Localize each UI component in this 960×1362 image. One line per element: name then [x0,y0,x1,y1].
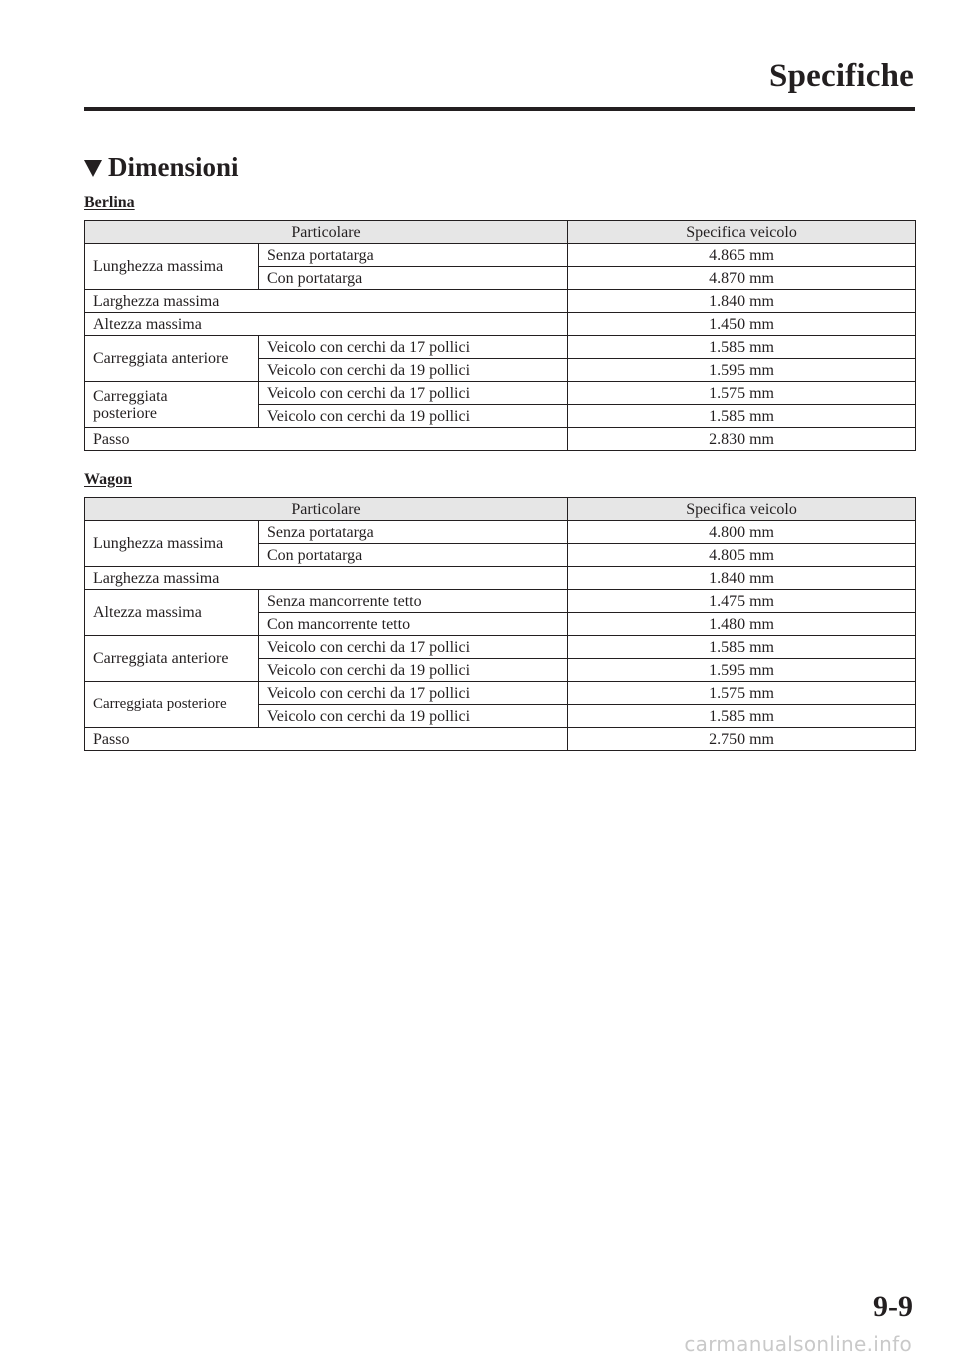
row-label: Larghezza massima [85,567,568,590]
table-row [85,590,916,613]
column-header-specifica: Specifica veicolo [568,221,916,244]
table-header-row [85,221,916,244]
chapter-title: Specifiche [769,58,914,94]
row-value: 2.830 mm [568,428,916,451]
triangle-down-icon [84,160,102,177]
table-header-row [85,498,916,521]
table-row [85,567,916,590]
row-value: 1.585 mm [568,336,916,359]
column-header-specifica: Specifica veicolo [568,498,916,521]
row-value: 1.575 mm [568,682,916,705]
row-value: 1.585 mm [568,636,916,659]
row-sublabel: Veicolo con cerchi da 17 pollici [259,336,568,359]
row-sublabel: Con portatarga [259,267,568,290]
wagon-heading: Wagon [84,471,133,488]
row-label: Lunghezza massima [85,521,259,567]
row-value: 4.805 mm [568,544,916,567]
row-value: 1.450 mm [568,313,916,336]
row-sublabel: Veicolo con cerchi da 19 pollici [259,705,568,728]
berlina-heading: Berlina [84,194,135,211]
row-label: Carreggiata anteriore [85,636,259,682]
row-sublabel: Senza portatarga [259,244,568,267]
page-number: 9-9 [873,1290,913,1323]
table-row [85,682,916,705]
row-value: 4.865 mm [568,244,916,267]
row-sublabel: Veicolo con cerchi da 17 pollici [259,382,568,405]
row-sublabel: Con portatarga [259,544,568,567]
table-row [85,382,916,405]
row-value: 2.750 mm [568,728,916,751]
section-heading [84,152,239,183]
table-row [85,728,916,751]
section-title: Dimensioni [108,152,239,182]
row-value: 1.575 mm [568,382,916,405]
row-label: Larghezza massima [85,290,568,313]
row-value: 1.475 mm [568,590,916,613]
column-header-particolare: Particolare [85,498,568,521]
row-value: 1.840 mm [568,290,916,313]
table-row [85,336,916,359]
row-label: Altezza massima [85,313,568,336]
row-sublabel: Veicolo con cerchi da 17 pollici [259,682,568,705]
row-sublabel: Con mancorrente tetto [259,613,568,636]
table-row [85,521,916,544]
watermark: carmanualsonline.info [684,1332,912,1356]
row-sublabel: Veicolo con cerchi da 17 pollici [259,636,568,659]
row-value: 1.585 mm [568,705,916,728]
row-sublabel: Senza portatarga [259,521,568,544]
table-row [85,636,916,659]
row-label: Carreggiata posteriore [85,682,259,728]
row-sublabel: Senza mancorrente tetto [259,590,568,613]
row-label: Passo [85,728,568,751]
row-sublabel: Veicolo con cerchi da 19 pollici [259,405,568,428]
table-row [85,313,916,336]
row-sublabel: Veicolo con cerchi da 19 pollici [259,659,568,682]
table-row [85,290,916,313]
row-label: Lunghezza massima [85,244,259,290]
row-label: Altezza massima [85,590,259,636]
table-row [85,244,916,267]
wagon-spec-table [84,497,916,751]
row-value: 1.480 mm [568,613,916,636]
row-label-line: Carreggiata [93,387,168,405]
row-label: Carreggiata anteriore [85,336,259,382]
row-value: 1.595 mm [568,659,916,682]
column-header-particolare: Particolare [85,221,568,244]
row-value: 1.585 mm [568,405,916,428]
row-label: Passo [85,428,568,451]
row-label-line: posteriore [93,404,157,422]
row-value: 1.595 mm [568,359,916,382]
header-rule [84,107,915,111]
row-value: 4.800 mm [568,521,916,544]
table-row [85,428,916,451]
berlina-spec-table [84,220,916,451]
row-label [85,382,259,428]
row-sublabel: Veicolo con cerchi da 19 pollici [259,359,568,382]
row-value: 4.870 mm [568,267,916,290]
row-value: 1.840 mm [568,567,916,590]
